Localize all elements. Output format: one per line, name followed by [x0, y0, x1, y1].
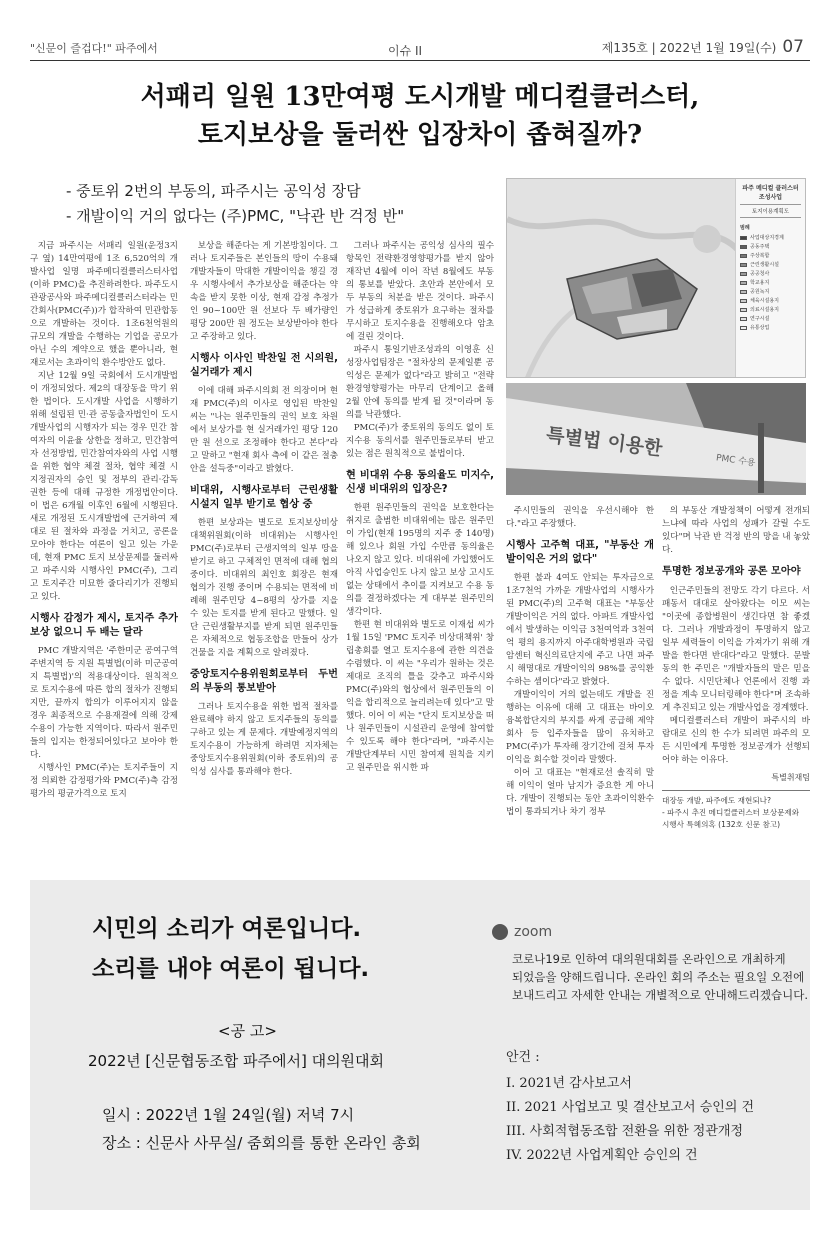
- zoom-notice-line: 되었음을 양해드립니다. 온라인 회의 주소는 필요일 오전에: [512, 970, 805, 984]
- paragraph: 한편 불과 4여도 안되는 투자금으로 1조7천억 가까운 개발사업의 시행사가 된 PMC(주)의 고주혁 대표는 "부동산 개발이익은 거의 없다. 아파트 개발사업에서 발생하는 이익금 3천여억과 3천여억 평의 용지까지 아주대학병원과 국립암센터 혁신의료단지에 주고 나면 파주시 해명대로 개발이익의 98%를 공익환수하는 셈이다"라고 밝혔다.: [506, 573, 654, 687]
- map-legend: [735, 179, 805, 377]
- legend-list: [740, 234, 801, 331]
- legend-item: [740, 297, 801, 304]
- protest-banner-photo: [506, 383, 806, 495]
- byline: 특별취재팀: [771, 772, 810, 782]
- zoom-notice-line: 보내드리고 자세한 안내는 개별적으로 안내해드리겠습니다.: [512, 988, 808, 1002]
- paragraph: 이에 대해 파주시의회 전 의장이며 현재 PMC(주)의 이사로 영입된 박찬일 씨는 "나는 원주민들의 권익 보호 차원에서 보상가를 현 실거래가인 평당 120만 원 선으로 조정해야 한다고 본다"라고 말하고 "현재 회사 측에 이 같은 절충안을 설득중"이라고 밝혔다.: [190, 386, 338, 474]
- section-label: 이슈 II: [388, 44, 423, 58]
- legend-swatch: [740, 236, 747, 240]
- legend-item: [740, 324, 801, 331]
- subhead-1: - 중토위 2번의 부동의, 파주시는 공익성 장담: [66, 182, 361, 200]
- agenda-item: IV. 2022년 사업계획안 승인의 건: [506, 1148, 698, 1163]
- paragraph: 메디컬클러스터 개발이 파주시의 바람대로 신의 한 수가 되려면 파주의 모든 시민에게 투명한 정보공개가 선행되어야 하는 이유다.: [662, 715, 810, 765]
- legend-swatch: [740, 317, 747, 321]
- legend-swatch: [740, 281, 747, 285]
- related-article-box: [662, 790, 810, 831]
- paragraph: 개발이익이 거의 없는데도 개발을 진행하는 이유에 대해 고 대표는 바이오 융복합단지의 부지를 싸게 공급해 제약회사 등 입주자들을 많이 유치하고 PMC(주)가 투자해 장기간에 걸쳐 투자이익을 회수할 것이라 말했다.: [506, 690, 654, 765]
- paragraph: 지난 12월 9일 국회에서 도시개발법이 개정되었다. 제2의 대장동을 막기 위한 법이다. 도시개발 사업을 시행하기 위해 설립된 민·관 공동출자법인이 도시개발사업의 시행자가 되는 경우 민간 참여자의 이윤율 상한을 정하고, 민간참여자 선정방법, 민간참여자와의 사업 시행을 위한 협약 체결 절차, 협약 체결 시 지정권자의 승인 및 정부의 관리·감독 권한 등에 대해 규정한 개정법안이다. 이 법은 6개월 이후인 6월에 시행된다. 새로 개정된 도시개발법에 근거하여 제대로 된 절차와 과정을 거치고, 공론을 모아야 한다는 여론이 일고 있는 가운데, 현재 PMC 토지 보상문제를 둘러싸고 파주시와 시행사인 PMC(주), 그리고 토지주간 미묘한 줄다리기가 진행되고 있다.: [30, 371, 178, 602]
- legend-item: [740, 243, 801, 250]
- article-column-1: [30, 240, 178, 865]
- legend-swatch: [740, 263, 747, 267]
- section-heading: 시행사 감정가 제시, 토지주 추가 보상 없으니 두 배는 달라: [30, 613, 178, 638]
- meeting-date: 일시 : 2022년 1월 24일(월) 저녁 7시: [102, 1106, 355, 1124]
- article-column-2: [190, 240, 338, 865]
- section-heading: 시행사 고주혁 대표, "부동산 개발이익은 거의 없다": [506, 540, 654, 565]
- legend-item: [740, 261, 801, 268]
- issue-info: [602, 37, 804, 57]
- legend-item: [740, 288, 801, 295]
- ad-slogan-2: 소리를 내야 여론이 됩니다.: [92, 956, 370, 982]
- legend-swatch: [740, 254, 747, 258]
- article-column-3: [346, 240, 494, 865]
- legend-text: 의료시설용지: [750, 307, 779, 313]
- paragraph: 인근주민들의 전망도 각기 다르다. 서패동서 대대로 살아왔다는 이모 씨는 "이곳에 종합병원이 생긴다면 참 좋겠다. 그러나 개발과정이 투명하지 않고 일부 세력들이 이익을 가져가기 위해 개발을 한다면 반대다"라고 말했다. 문발동의 한 주민은 "개발자들의 말은 믿을 수 없다. 시민단체나 언론에서 진행 과정을 계속 모니터링해야 한다"며 조속하게 추진되고 있는 개발사업을 경계했다.: [662, 585, 810, 713]
- section-heading: 비대위, 시행사로부터 근린생활시설지 일부 받기로 협상 중: [190, 485, 338, 510]
- legend-swatch: [740, 299, 747, 303]
- agenda-label: 안건 :: [506, 1050, 540, 1065]
- paragraph: 시행사인 PMC(주)는 토지주들이 지정 의뢰한 감정평가와 PMC(주)측 감정평가의 평균가격으로 토지: [30, 763, 178, 799]
- paragraph: 지금 파주시는 서패리 일원(운정3지구 옆) 14만여평에 1조 6,520억의 개발사업 일명 파주메디컬클러스터사업(이하 PMC)을 추진하려한다. 파주도시관광공사와 파주메디컬클러스터라는 민간회사(PMC(주))가 합작하여 민관합동으로 개발하는 것이다. 1조6천억원의 규모의 개발을 수행하는 기업을 공모가 아닌 수의 계약으로 했을 뿐아니라, 현재로서는 초과이익 환수방안도 없다.: [30, 241, 178, 368]
- section-heading: 현 비대위 수용 동의율도 미지수, 신생 비대위의 입장은?: [346, 470, 494, 495]
- ad-slogan-1: 시민의 소리가 여론입니다.: [92, 916, 362, 942]
- legend-swatch: [740, 245, 747, 249]
- zoom-notice-line: 코로나19로 인하여 대의원대회를 온라인으로 개최하게: [512, 952, 786, 966]
- paragraph: 주시민들의 권익을 우선시해야 한다."라고 주장했다.: [506, 506, 654, 529]
- article-column-4: [506, 505, 654, 867]
- agenda-item: II. 2021 사업보고 및 결산보고서 승인의 건: [506, 1100, 755, 1115]
- paragraph: PMC 개발지역은 '주한미군 공여구역주변지역 등 지원 특별법(이하 미군공여지 특별법)'의 적용대상이다. 원칙적으로 토지수용에 따른 합의 절차가 진행되지만, 끝까지 합의가 이루어지지 않을 경우 최종적으로 수용재결에 의해 강제수용이 가능한 지역이다. 따라서 원주민들의 입지는 한정되어있다고 보아야 한다.: [30, 646, 178, 760]
- zoom-camera-icon: [492, 924, 508, 940]
- section-heading: 시행사 이사인 박찬일 전 시의원, 실거래가 제시: [190, 353, 338, 378]
- related-article-line: 시행사 특혜의혹 (132호 신문 참고): [662, 819, 781, 829]
- legend-text: 유통상업: [750, 325, 770, 331]
- legend-item: [740, 234, 801, 241]
- legend-text: 주상복합: [750, 253, 770, 259]
- legend-text: 공동주택: [750, 244, 770, 250]
- related-article-line: - 파주시 추진 메디컬클러스터 보상문제와: [662, 807, 800, 817]
- paragraph: PMC(주)가 중토위의 동의도 없이 토지수용 동의서를 원주민들로부터 받고 있는 점은 원칙적으로 불법이다.: [346, 423, 494, 459]
- header-rule: [30, 60, 810, 61]
- legend-text: 근린생활시설: [750, 262, 779, 268]
- headline-line-2: 토지보상을 둘러싼 입장차이 좁혀질까?: [197, 120, 643, 150]
- banner-text: 특별법 이용한: [544, 423, 664, 461]
- related-article-title[interactable]: 대장동 개발, 파주에도 재현되나?: [662, 795, 772, 805]
- legend-text: 체육시설용지: [750, 298, 779, 304]
- issue-date: 제135호 | 2022년 1월 19일(수): [601, 41, 777, 55]
- agenda-item: I. 2021년 감사보고서: [506, 1076, 632, 1091]
- paragraph: 파주시 통일기반조성과의 이영훈 신성장사업팀장은 "절차상의 문제일뿐 공익성은 문제가 없다"라고 밝히고 "전략환경영향평가는 마무리 단계이고 올해 2월 안에 동의를 받게 될 것"이라며 동의를 낙관했다.: [346, 345, 494, 420]
- zoom-label: zoom: [514, 924, 553, 940]
- legend-text: 공공청사: [750, 271, 770, 277]
- paragraph: 의 부동산 개발정책이 어떻게 전개되느냐에 따라 사업의 성패가 갈릴 수도 있다"며 낙관 반 걱정 반의 망을 내 놓았다.: [662, 506, 810, 555]
- legend-text: 학교용지: [750, 280, 770, 286]
- legend-text: 연구시설: [750, 316, 770, 322]
- legend-swatch: [740, 290, 747, 294]
- legend-item: [740, 315, 801, 322]
- headline-line-1: 서패리 일원 13만여평 도시개발 메디컬클러스터,: [140, 82, 700, 112]
- paragraph: 한편 보상과는 별도로 토지보상비상대책위원회(이하 비대위)는 시행사인 PMC(주)로부터 근생지역의 일부 땅을 받기로 하고 구체적인 면적에 대해 협의 중이다. 비대위의 최인호 회장은 현재 협의가 진행 중이며 수용되는 면적에 비례해 원주민당 4~8평의 상가를 지을 수 있는 토지를 받게 된다고 말했다. 일단 근린생활부지를 받게 되면 원주민들은 자체적으로 협동조합을 만들어 상가건물을 지을 계획으로 알려졌다.: [190, 518, 338, 658]
- paragraph: 한편 현 비대위와 별도로 이재섭 씨가 1월 15일 'PMC 토지주 비상대책위' 창립총회를 열고 토지수용에 관한 의견을 수렴했다. 이 씨는 "우리가 원하는 것은 제대로 조직의 틀을 갖추고 파주시와 PMC(주)와의 협상에서 원주민들의 이익을 합리적으로 늘리려는데 있다"고 말했다. 이어 이 씨는 "단지 토지보상을 떠나 원주민들이 시설관리 운영에 참여할 수 있도록 해야 한다"라며, "파주시는 개발단계부터 시민 참여제 원칙을 지키고 원주민을 위시한 파: [346, 620, 494, 773]
- legend-swatch: [740, 308, 747, 312]
- page-number: 07: [782, 37, 804, 57]
- legend-text: 사업대상지경계: [750, 235, 784, 241]
- agenda-item: III. 사회적협동조합 전환을 위한 정관개정: [506, 1124, 743, 1139]
- paragraph: 보상을 해준다는 게 기본방침이다. 그러나 토지주들은 본인들의 땅이 수용돼 개발자들이 막대한 개발이익을 챙길 경우 시행사에서 추가보상을 해준다는 약속을 받지 못한 이상, 현재 감정 추정가인 90~100만 원 선보다 두 배가량인 평당 200만 원 정도는 보상받아야 한다고 주장하고 있다.: [190, 241, 338, 342]
- newspaper-logo: "신문이 즐겁다!" 파주에서: [30, 42, 158, 55]
- article-column-5: [662, 505, 810, 867]
- paragraph: 한편 원주민들의 권익을 보호한다는 취지로 출범한 비대위에는 많은 원주민이 가입(현재 195명의 지주 중 140명)해 있으나 회원 가입 수만큼 동의율은 나오지 않고 있다. 비대위에 가입했어도 아직 사업승인도 나지 않고 보상 고시도 없는 상태에서 추이를 지켜보고 수용 동의를 결정하겠다는 게 대부분 원주민의 생각이다.: [346, 503, 494, 617]
- section-heading: 투명한 정보공개와 공론 모아야: [662, 566, 801, 577]
- paragraph: 이어 고 대표는 "현재로선 솔직히 말해 이익이 얼마 남지가 증요한 게 아니다. 개발이 진행되는 동안 초과이익환수법이 통과되거나 차기 정부: [506, 768, 654, 817]
- legend-item: [740, 270, 801, 277]
- paragraph: 그러나 토지수용을 위한 법적 절차를 완료해야 하지 않고 토지주들의 동의를 구하고 있는 게 문제다. 개발예정지역의 토지수용이 가능하게 하려면 지자체는 중앙토지수용위원회(이하 중토위)의 공익성 심사를 통과해야 한다.: [190, 702, 338, 777]
- map-drawing: [507, 179, 737, 378]
- legend-label: 범례: [740, 225, 750, 231]
- legend-item: [740, 306, 801, 313]
- map-title: 파주 메디컬 클러스터 조성사업: [742, 185, 799, 201]
- subhead-2: - 개발이익 거의 없다는 (주)PMC, "낙관 반 걱정 반": [66, 207, 405, 225]
- legend-item: [740, 279, 801, 286]
- paragraph: 그러나 파주시는 공익성 심사의 필수 항목인 전략환경영향평가를 받지 않아 재작년 4월에 이어 작년 8월에도 부동의 통보를 받았다. 초안과 본안에서 모두 부동의 처분을 받은 것이다. 파주시가 성급하게 중토위가 요구하는 절차를 무시하고 토지수용을 진행해오다 암초에 걸린 것이다.: [346, 241, 494, 342]
- notice-title: 2022년 [신문협동조합 파주에서] 대의원대회: [88, 1052, 385, 1070]
- legend-text: 공원녹지: [750, 289, 770, 295]
- legend-item: [740, 252, 801, 259]
- zoom-logo: [492, 924, 552, 940]
- map-subtitle: 토지이용계획도: [740, 204, 801, 218]
- meeting-place: 장소 : 신문사 사무실/ 줌회의를 통한 온라인 총회: [102, 1134, 421, 1152]
- section-heading: 중앙토지수용위원회로부터 두번의 부동의 통보받아: [190, 669, 338, 694]
- notice-label: <공 고>: [218, 1022, 277, 1040]
- legend-swatch: [740, 272, 747, 276]
- banner-small-text: PMC 수용: [715, 453, 757, 469]
- land-use-map: [506, 178, 806, 378]
- legend-swatch: [740, 326, 747, 330]
